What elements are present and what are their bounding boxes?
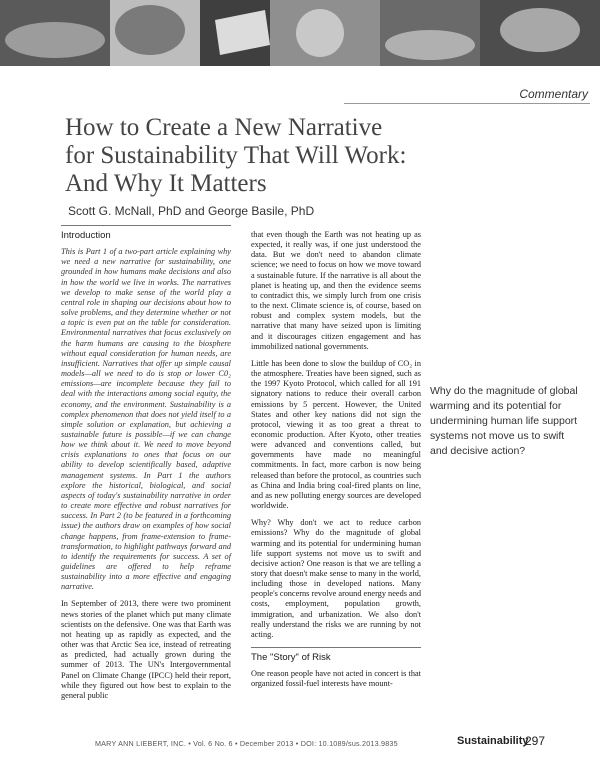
- article-title: [65, 114, 465, 198]
- body-paragraph: that even though the Earth was not heating up as expected, it really was, if one just understood the data. But we don't need to abandon climate science; we need to focus on how we move toward a sustainable future. If the narrative is all about the planet is heating up, and then the evidence seems to contradict this, we simply lurch from one crisis to the next. Climate science is, of course, based on robust and complex system models, but the narrative that many have seized upon is limiting and it discourages citizen engagement and has immobilized national governments.: [251, 230, 421, 351]
- authors: Scott G. McNall, PhD and George Basile, PhD: [68, 204, 315, 218]
- title-line: And Why It Matters: [65, 170, 267, 197]
- section-rule: [344, 103, 590, 104]
- title-line: How to Create a New Narrative: [65, 114, 383, 141]
- body-paragraph: Why? Why don't we act to reduce carbon emissions? Why do the magnitude of global warming and its potential for undermining human life support systems not move us to swift and decisive action? One reason is that we are telling a story that doesn't make sense to many in the world, including those in developed nations. Many people's concerns revolve around energy needs and costs, employment, population growth, immigration, and urbanization. We also don't really understand the risks we are running by not acting.: [251, 518, 421, 639]
- title-line: for Sustainability That Will Work:: [65, 142, 407, 169]
- journal-name: Sustainability: [457, 735, 529, 747]
- body-paragraph: One reason people have not acted in concert is that organized fossil-fuel interests have mount-: [251, 669, 421, 689]
- intro-heading: Introduction: [61, 225, 231, 241]
- body-paragraph: Little has been done to slow the buildup of CO₂ in the atmosphere. Treaties have been signed, such as the 1997 Kyoto Protocol, which called for all 191 signatory nations to reduce their overall carbon emissions by 5 percent. However, the United States and other key nations did not sign the protocol, viewing it as too great a threat to economic production. After Kyoto, other treaties were advanced and conventions called, but governments have made no meaningful commitments. In fact, more carbon is now being released than before the protocol, as countries such as China and India bring coal-fired plants on line, and as new polluting energy sources are developed worldwide.: [251, 358, 421, 511]
- header-photo-banner: [0, 0, 600, 66]
- intro-abstract: This is Part 1 of a two-part article explaining why we need a new narrative for sustainability, one grounded in how humans make decisions and also in how the world we live in works. The narratives we develop to make sense of the world play a central role in shaping our decisions about how to solve problems, and they determine whether or not a topic is even put on the table for consideration. Environmental narratives that focus exclusively on the harm humans are causing to the biosphere without equal consideration for human needs, are insufficient. Narratives that offer up simple causal models—all we need to do is stop or lower C0₂ emissions—are incomplete because they fail to deal with the interactions among social equity, the economy, and the environment. Sustainability is a complex phenomenon that does not yield itself to a simple solution or explanation, but achieving a sustainable future is possible—if we can change how we think about it. We need to move beyond crisis explanations to ones that focus on our ability to develop scientifically based, adaptive management systems. In Part 1 the authors explore the historical, biological, and social aspects of today's sustainability narrative in order to create more effective and robust narratives for success. In Part 2 (to be featured in a forthcoming issue) the authors draw on examples of how social change happens, from frame-extension to frame-transformation, to highlight pathways forward and to identify the requirements for success. A set of guidelines are offered to help reframe sustainability into a more effective and engaging narrative.: [61, 247, 231, 592]
- footer-citation: MARY ANN LIEBERT, INC. • Vol. 6 No. 6 • December 2013 • DOI: 10.1089/sus.2013.9835: [95, 739, 398, 748]
- pull-quote: Why do the magnitude of global warming and its potential for undermining human life support systems not move us to swift and decisive action?: [430, 385, 578, 457]
- page-number: 297: [525, 734, 546, 748]
- left-column: [61, 225, 231, 708]
- section-label: Commentary: [519, 87, 588, 101]
- middle-column: [251, 230, 421, 697]
- body-paragraph: In September of 2013, there were two prominent news stories of the planet which put many climate scientists on the defensive. One was that Earth was not heating up as rapidly as expected, and the other was that Arctic Sea ice, instead of retreating as predicted, had actually grown during the summer of 2013. The UN's Intergovernmental Panel on Climate Change (IPCC) held their report, while they figured out how best to explain to the general public: [61, 599, 231, 700]
- subheading: The "Story" of Risk: [251, 647, 421, 663]
- banner-collage-image: [0, 0, 600, 66]
